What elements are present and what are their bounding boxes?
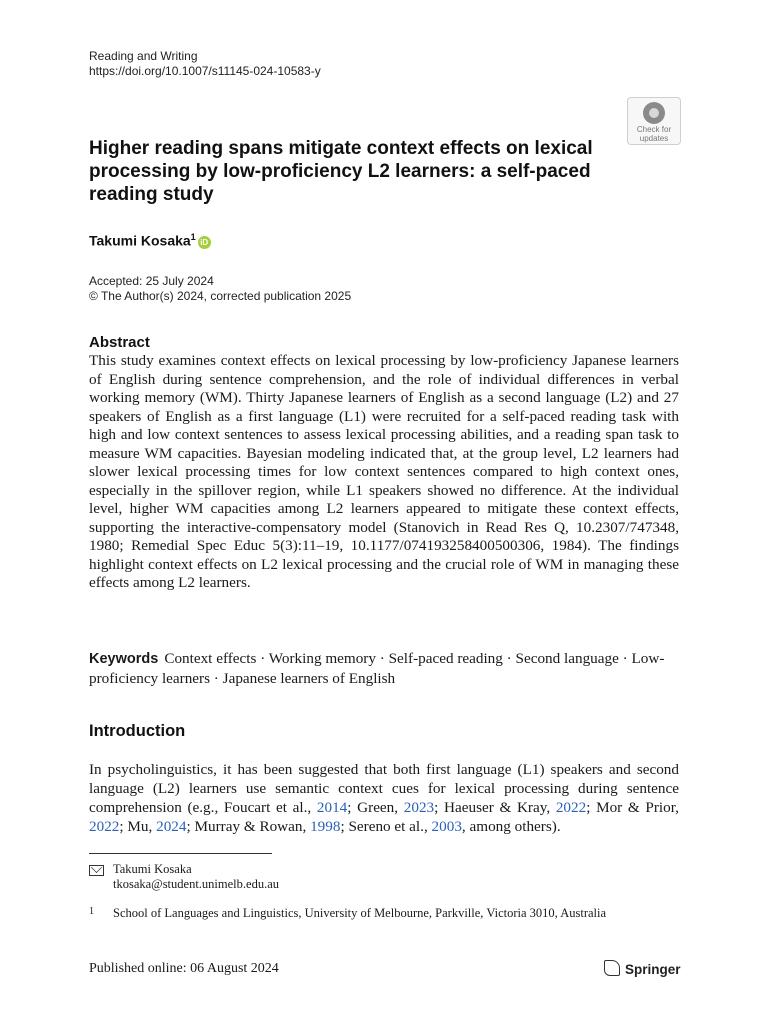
intro-text-segment: ; Murray & Rowan, bbox=[186, 818, 311, 835]
corresponding-name: Takumi Kosaka bbox=[113, 862, 192, 876]
intro-text-segment: ; Haeuser & Kray, bbox=[434, 799, 556, 816]
intro-text-segment: In psycholinguistics, it has been suggested that both first language (L1) speakers and second language (L2) learners use semantic context cues for lexical processing during sentence comprehension (e.g., Foucart et al., bbox=[89, 761, 679, 816]
doi-link[interactable]: https://doi.org/10.1007/s11145-024-10583-y bbox=[89, 64, 321, 78]
copyright-line: © The Author(s) 2024, corrected publication 2025 bbox=[89, 289, 352, 303]
author-line bbox=[89, 232, 211, 249]
paper-title: Higher reading spans mitigate context effects on lexical processing by low-proficiency L2 learners: a self-paced reading study bbox=[89, 138, 593, 205]
publisher-logo bbox=[604, 960, 681, 977]
affiliation-mark: 1 bbox=[190, 232, 196, 242]
orcid-icon[interactable]: iD bbox=[198, 236, 211, 249]
intro-text-segment: ; Mu, bbox=[119, 818, 157, 835]
intro-text-segment: ; Green, bbox=[347, 799, 404, 816]
envelope-icon bbox=[89, 865, 104, 876]
springer-horse-icon bbox=[604, 960, 620, 976]
badge-line-2: updates bbox=[639, 134, 669, 143]
corresponding-email[interactable]: tkosaka@student.unimelb.edu.au bbox=[113, 877, 279, 891]
citation-link[interactable]: 2003 bbox=[431, 818, 462, 835]
keywords-text: Context effects · Working memory · Self-paced reading · Second language · Low-proficiency learners · Japanese learners of English bbox=[89, 650, 665, 687]
footnote-divider bbox=[89, 853, 272, 854]
keywords-block bbox=[89, 649, 679, 688]
abstract-text: This study examines context effects on lexical processing by low-proficiency Japanese learners of English during sentence comprehension, and the role of individual differences in verbal working memory (WM). Thirty Japanese learners of English as a second language (L2) and 27 speakers of English as a first language (L1) were recruited for a self-paced reading task with high and low context sentences to assess lexical processing abilities, and a reading span task to measure WM capacities. Bayesian modeling indicated that, at the group level, L2 learners had slower lexical processing times for low context sentences compared to high context ones, especially in the spillover region, while L1 speakers showed no difference. At the individual level, higher WM capacities among L2 learners appeared to mitigate these context effects, supporting the interactive-compensatory model (Stanovich in Read Res Q, 10.2307/747348, 1980; Remedial Spec Educ 5(3):11–19, 10.1177/074193258400500306, 1984). The findings highlight context effects on L2 lexical processing and the crucial role of WM in managing these effects among L2 learners. bbox=[89, 352, 679, 591]
citation-link[interactable]: 2022 bbox=[555, 799, 587, 816]
introduction-text bbox=[89, 760, 679, 836]
intro-text-segment: ; Mor & Prior, bbox=[586, 799, 679, 816]
corresponding-author bbox=[113, 862, 279, 892]
journal-name: Reading and Writing bbox=[89, 49, 198, 63]
publisher-name: Springer bbox=[625, 962, 681, 977]
citation-link[interactable]: 2022 bbox=[89, 818, 120, 835]
intro-text-segment: , among others). bbox=[461, 818, 561, 835]
abstract-heading: Abstract bbox=[89, 334, 150, 351]
affiliation-number: 1 bbox=[89, 906, 94, 917]
citation-link[interactable]: 2014 bbox=[316, 799, 348, 816]
citation-link[interactable]: 2024 bbox=[156, 818, 187, 835]
keywords-heading: Keywords bbox=[89, 651, 159, 667]
published-online-date: Published online: 06 August 2024 bbox=[89, 961, 279, 976]
accepted-date: Accepted: 25 July 2024 bbox=[89, 274, 214, 288]
journal-header bbox=[89, 49, 321, 79]
publication-dates bbox=[89, 274, 351, 304]
check-updates-icon bbox=[643, 102, 665, 124]
citation-link[interactable]: 1998 bbox=[310, 818, 341, 835]
citation-link[interactable]: 2023 bbox=[403, 799, 435, 816]
author-name: Takumi Kosaka bbox=[89, 232, 191, 249]
introduction-heading: Introduction bbox=[89, 722, 186, 740]
intro-text-segment: ; Sereno et al., bbox=[340, 818, 432, 835]
badge-line-1: Check for bbox=[636, 125, 672, 134]
affiliation-text: School of Languages and Linguistics, University of Melbourne, Parkville, Victoria 3010, Australia bbox=[113, 906, 607, 920]
